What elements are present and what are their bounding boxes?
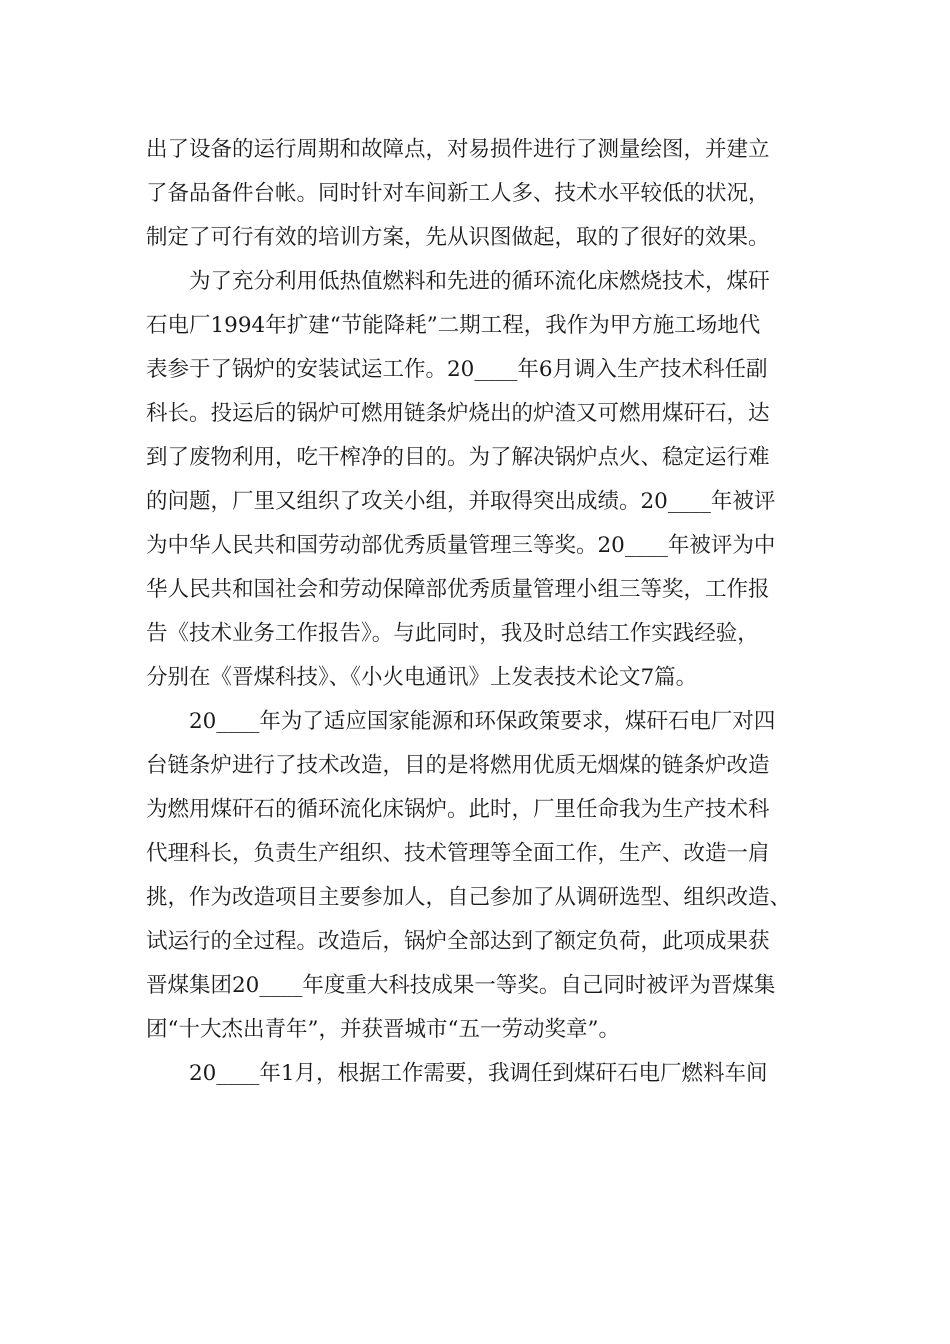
text-line: 团“十大杰出青年”，并获晋城市“五一劳动奖章”。 <box>146 1017 620 1042</box>
text-line: 试运行的全过程。改造后，锅炉全部达到了额定负荷，此项成果获 <box>146 929 770 954</box>
text-line: 出了设备的运行周期和故障点，对易损件进行了测量绘图，并建立 <box>146 137 770 162</box>
text-line: 台链条炉进行了技术改造，目的是将燃用优质无烟煤的链条炉改造 <box>146 753 770 778</box>
text-line: 告《技术业务工作报告》。与此同时，我及时总结工作实践经验， <box>146 621 759 646</box>
text-line: 了备品备件台帐。同时针对车间新工人多、技术水平较低的状况， <box>146 181 770 206</box>
text-line: 分别在《晋煤科技》、《小火电通讯》上发表技术论文7篇。 <box>146 665 698 690</box>
text-line: 华人民共和国社会和劳动保障部优秀质量管理小组三等奖，工作报 <box>146 577 770 602</box>
paragraph-first-line: 为了充分利用低热值燃料和先进的循环流化床燃烧技术，煤矸 <box>189 269 770 294</box>
text-line: 科长。投运后的锅炉可燃用链条炉烧出的炉渣又可燃用煤矸石，达 <box>146 401 770 426</box>
text-line: 为中华人民共和国劳动部优秀质量管理三等奖。20____年被评为中 <box>146 533 776 558</box>
text-line: 挑，作为改造项目主要参加人，自己参加了从调研选型、组织改造、 <box>146 885 792 910</box>
text-line: 表参于了锅炉的安装试运工作。20____年6月调入生产技术科任副 <box>146 357 768 382</box>
text-line: 制定了可行有效的培训方案，先从识图做起，取的了很好的效果。 <box>146 225 770 250</box>
text-line: 到了废物利用，吃干榨净的目的。为了解决锅炉点火、稳定运行难 <box>146 445 770 470</box>
paragraph-first-line: 20____年为了适应国家能源和环保政策要求，煤矸石电厂对四 <box>189 709 776 734</box>
text-line: 石电厂1994年扩建“节能降耗”二期工程，我作为甲方施工场地代 <box>146 313 761 338</box>
text-line: 代理科长，负责生产组织、技术管理等全面工作，生产、改造一肩 <box>146 841 770 866</box>
text-line: 为燃用煤矸石的循环流化床锅炉。此时，厂里任命我为生产技术科 <box>146 797 770 822</box>
paragraph-first-line: 20____年1月，根据工作需要，我调任到煤矸石电厂燃料车间 <box>189 1061 768 1086</box>
text-line: 晋煤集团20____年度重大科技成果一等奖。自己同时被评为晋煤集 <box>146 973 776 998</box>
text-line: 的问题，厂里又组织了攻关小组，并取得突出成绩。20____年被评 <box>146 489 776 514</box>
